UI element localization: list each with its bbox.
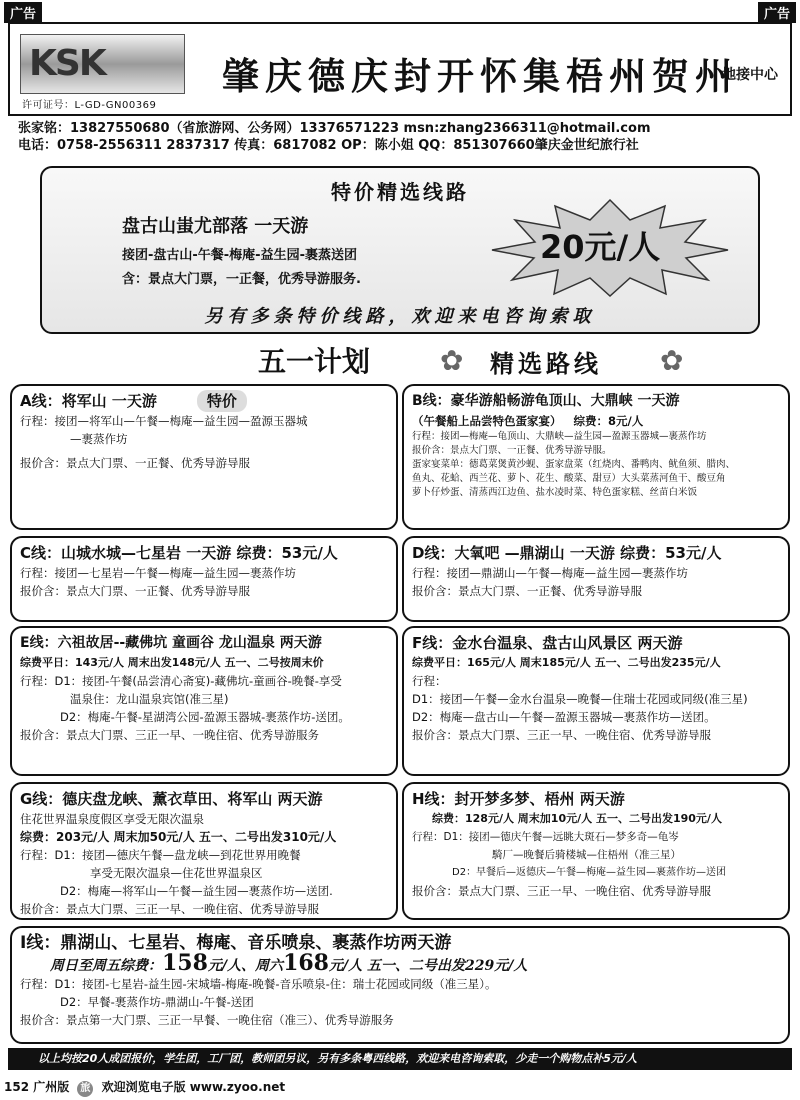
route-c-itinerary: 行程：接团—七星岩—午餐—梅庵—益生园—裹蒸作坊: [20, 566, 296, 580]
page-footer: [4, 1078, 285, 1097]
route-g-fee: 综费：203元/人 周末加50元/人 五一、二号出发310元/人: [20, 830, 337, 844]
special-route: 盘古山蚩尤部落 一天游: [122, 216, 309, 237]
special-offer: [40, 166, 760, 334]
route-f: [402, 626, 790, 776]
route-f-includes: 报价含：景点大门票、三正一早、一晚住宿、优秀导游导服: [412, 728, 711, 742]
route-i-price-weekday: 158: [162, 950, 208, 976]
route-f-fee: 综费平日：165元/人 周末185元/人 五一、二号出发235元/人: [412, 656, 721, 669]
website-link[interactable]: 欢迎浏览电子版 www.zyoo.net: [101, 1080, 286, 1094]
route-c: [10, 536, 398, 622]
special-tag: 特价: [197, 390, 247, 412]
route-b-menu: 鱼丸、花蛤、西兰花、萝卜、花生、酸菜、甜豆）大头菜蒸河鱼干、酸豆角: [412, 473, 726, 484]
route-b-fee: 综费：8元/人: [573, 414, 644, 428]
route-e-fee: 综费平日：143元/人 周末出发148元/人 五一、二号按周末价: [20, 656, 324, 669]
route-h: [402, 782, 790, 920]
route-b-includes: 报价含：景点大门票、一正餐、优秀导游导服。: [412, 445, 612, 456]
contact-info: [8, 118, 792, 156]
contact-line-2: 电话：0758-2556311 2837317 传真：6817082 OP：陈小姐 QQ：851307660肇庆金世纪旅行社: [18, 138, 639, 153]
route-g-stay: 住花世界温泉度假区享受无限次温泉: [20, 812, 204, 826]
special-includes: 含：景点大门票，一正餐，优秀导游服务.: [122, 272, 361, 287]
plan-subtitle: 精选路线: [490, 349, 602, 378]
flower-icon: ✿: [440, 344, 464, 377]
route-d-includes: 报价含：景点大门票、一正餐、优秀导游导服: [412, 584, 642, 598]
special-itinerary: 接团-盘古山-午餐-梅庵-益生园-裹蒸送团: [122, 248, 357, 263]
route-h-fee: 综费：128元/人 周末加10元/人 五一、二号出发190元/人: [432, 812, 722, 825]
ad-label-left: 广告: [4, 2, 42, 23]
route-b-menu: 蛋家宴菜单：德葛菜煲黄沙蚬、蛋家盘菜（红烧肉、番鸭肉、鱿鱼须、腊肉、: [412, 459, 736, 470]
route-g-day1-cont: 享受无限次温泉—住花世界温泉区: [90, 866, 263, 880]
publisher-logo-icon: 旅: [77, 1081, 93, 1097]
route-c-includes: 报价含：景点大门票、一正餐、优秀导游导服: [20, 584, 250, 598]
route-a: [10, 384, 398, 530]
route-b: [402, 384, 790, 530]
route-f-title: F线：金水台温泉、盘古山风景区 两天游: [412, 634, 683, 652]
route-h-day1-cont: 騎厂—晚餐后骑楼城—住梧州（准三星）: [492, 849, 681, 861]
route-c-title: C线：山城水城—七星岩 一天游 综费：53元/人: [20, 544, 338, 562]
company-logo: [20, 34, 185, 94]
route-d-title: D线：大氧吧 —鼎湖山 一天游 综费：53元/人: [412, 544, 722, 562]
route-i-includes: 报价含：景点第一大门票、三正一早餐、一晚住宿（准三）、优秀导游服务: [20, 1013, 394, 1027]
route-d-itinerary: 行程：接团—鼎湖山—午餐—梅庵—益生园—裹蒸作坊: [412, 566, 688, 580]
route-a-includes: 报价含：景点大门票、一正餐、优秀导游导服: [20, 456, 250, 470]
route-i-day1: 行程：D1：接团-七星岩-益生园-宋城墙-梅庵-晚餐-音乐喷泉-住：瑞士花园或同级（准三星）。: [20, 977, 497, 991]
route-e-day2: D2：梅庵-午餐-星湖湾公园-盈源玉器城-裹蒸作坊-送团。: [60, 710, 350, 724]
service-center: 地接中心: [722, 67, 778, 83]
page-number: 152 广州版: [4, 1080, 70, 1094]
route-i: [10, 926, 790, 1044]
route-g-day1: 行程：D1：接团—德庆午餐—盘龙峡—到花世界用晚餐: [20, 848, 301, 862]
contact-line-1: 张家铭：13827550680（省旅游网、公务网）13376571223 msn:zhang2366311@hotmail.com: [18, 121, 651, 136]
license-number: 许可证号：L-GD-GN00369: [22, 100, 157, 111]
header: [8, 22, 792, 116]
ad-label-right: 广告: [758, 2, 796, 23]
route-e-day1: 行程：D1：接团-午餐(品尝清心斋宴)-藏佛坑-童画谷-晚餐-享受: [20, 674, 342, 688]
special-price: 20元/人: [540, 228, 661, 266]
route-b-subtitle: （午餐船上品尝特色蛋家宴） 综费：8元/人: [412, 414, 644, 428]
route-g-includes: 报价含：景点大门票、三正一早、一晚住宿、优秀导游导服: [20, 902, 319, 916]
route-a-title: A线：将军山 一天游 特价: [20, 390, 388, 412]
route-i-title: I线：鼎湖山、七星岩、梅庵、音乐喷泉、裹蒸作坊两天游: [20, 933, 452, 953]
route-f-day1: D1：接团—午餐—金水台温泉—晚餐—住瑞士花园或同级(准三星): [412, 692, 748, 706]
route-f-day2: D2：梅庵—盘古山—午餐—盈源玉器城—裹蒸作坊—送团。: [412, 710, 716, 724]
special-title: 特价精选线路: [331, 180, 469, 204]
route-h-day2: D2：早餐后—返德庆—午餐—梅庵—益生园—裹蒸作坊—送团: [452, 867, 727, 878]
route-e-title: E线：六祖故居--藏佛坑 童画谷 龙山温泉 两天游: [20, 635, 322, 651]
logo-text: KSK: [29, 43, 105, 84]
route-g-title: G线：德庆盘龙峡、薰衣草田、将军山 两天游: [20, 790, 323, 808]
group-pricing-note: 以上均按20人成团报价，学生团，工厂团，教师团另议，另有多条粤西线路，欢迎来电咨询索取，少走一个购物点补5元/人: [8, 1048, 792, 1070]
plan-heading: [0, 340, 800, 380]
route-i-day2: D2：早餐-裹蒸作坊-鼎湖山-午餐-送团: [60, 995, 254, 1009]
route-b-menu: 萝卜仔炒蛋、清蒸西江边鱼、盐水凌时菜、特色蛋家糕、丝苗白米饭: [412, 487, 698, 498]
cities-title: 肇庆德庆封开怀集梧州贺州: [222, 54, 738, 98]
route-f-itinerary: 行程：: [412, 674, 447, 688]
route-i-fee: 周日至周五综费：158元/人、周六168元/人 五一、二号出发229元/人: [50, 950, 528, 976]
route-h-day1: 行程：D1：接团—德庆午餐—远眺大斑石—梦多奇—龟岑: [412, 831, 679, 843]
route-i-price-saturday: 168: [283, 950, 329, 976]
route-h-includes: 报价含：景点大门票、三正一早、一晚住宿、优秀导游导服: [412, 884, 711, 898]
route-e: [10, 626, 398, 776]
route-b-title: B线：豪华游船畅游龟顶山、大鼎峡 一天游: [412, 393, 680, 409]
route-e-includes: 报价含：景点大门票、三正一早、一晚住宿、优秀导游服务: [20, 728, 319, 742]
route-h-title: H线：封开梦多梦、梧州 两天游: [412, 790, 625, 808]
route-g-day2: D2：梅庵—将军山—午餐—益生园—裹蒸作坊—送团.: [60, 884, 333, 898]
more-routes-note: 另有多条特价线路，欢迎来电咨询索取: [204, 306, 596, 327]
flower-icon: ✿: [660, 344, 684, 377]
route-b-itinerary: 行程：接团—梅庵—龟顶山、大鼎峡—益生园—盈源玉器城—裹蒸作坊: [412, 431, 707, 442]
route-g: [10, 782, 398, 920]
route-a-itinerary-cont: —裹蒸作坊: [70, 432, 128, 446]
route-d: [402, 536, 790, 622]
route-e-day1-cont: 温泉住：龙山温泉宾馆(准三星): [70, 692, 229, 706]
plan-title: 五一计划: [258, 345, 371, 378]
route-a-itinerary: 行程：接团—将军山—午餐—梅庵—益生园—盈源玉器城: [20, 414, 308, 428]
